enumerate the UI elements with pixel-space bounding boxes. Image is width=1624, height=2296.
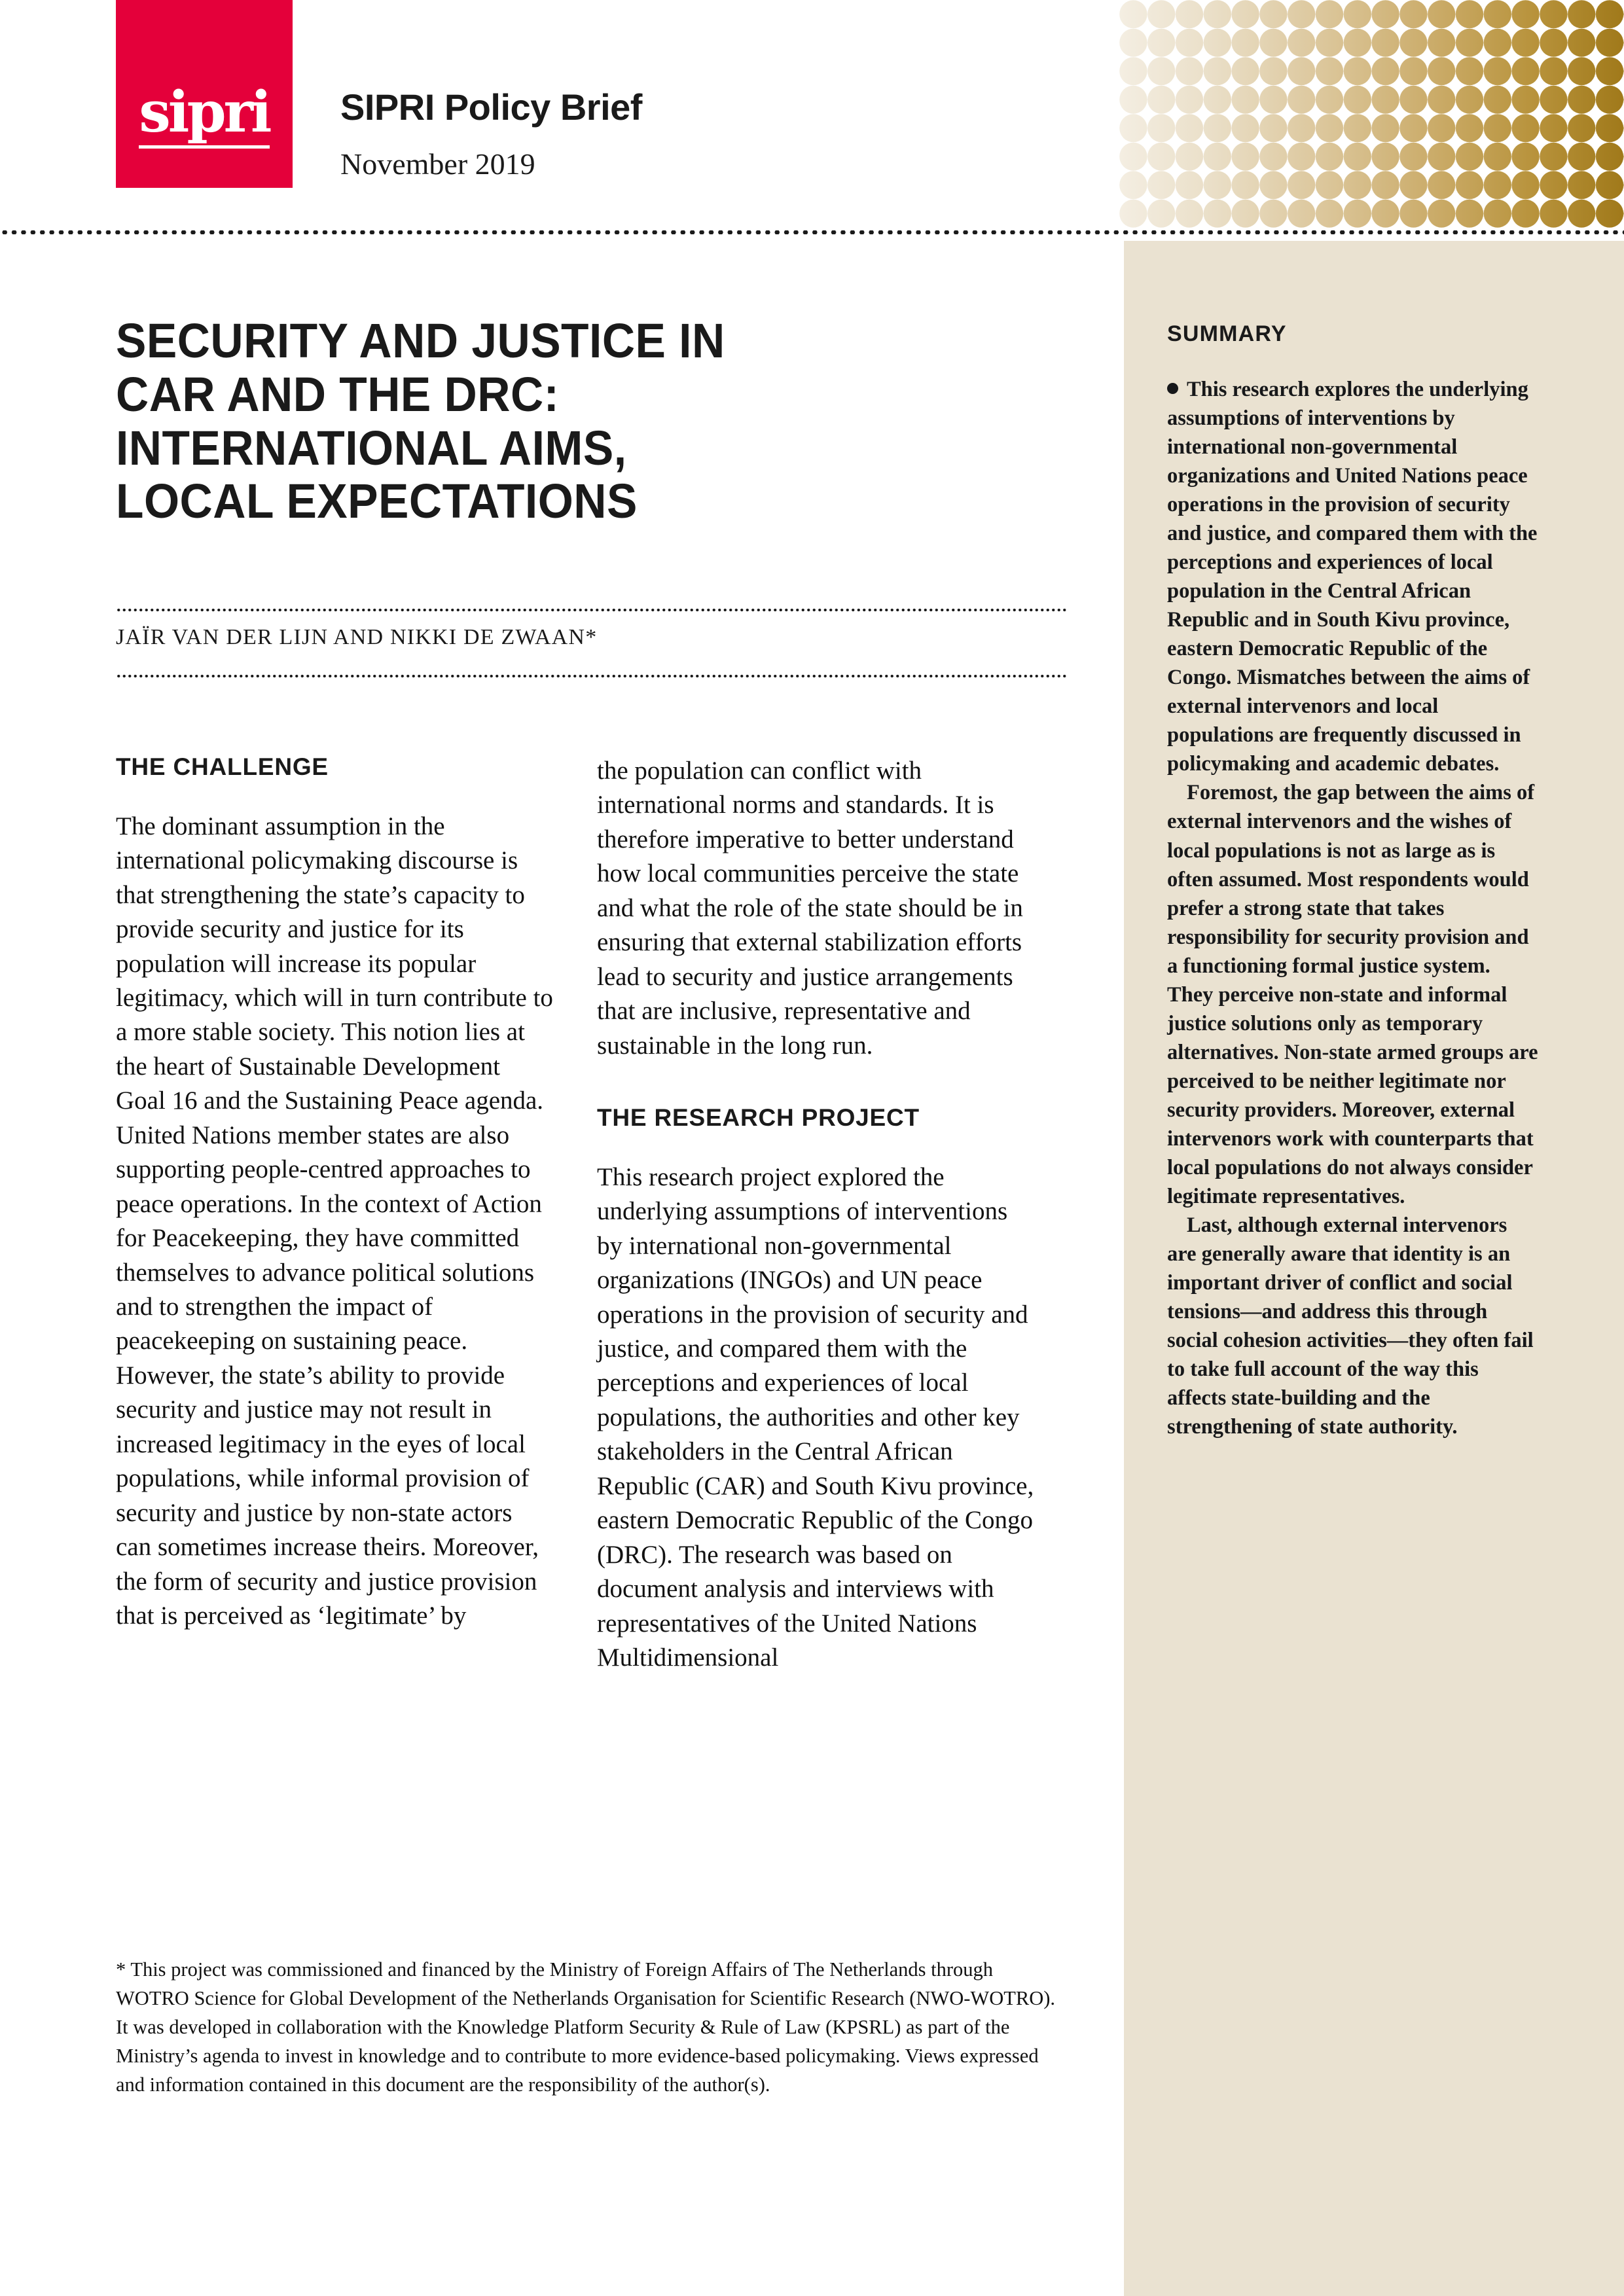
sipri-logo[interactable]	[116, 0, 293, 188]
dot-grid-decoration	[1119, 0, 1624, 228]
page-title-line-2: CAR AND THE DRC:	[116, 367, 560, 422]
summary-heading: SUMMARY	[1167, 321, 1287, 346]
authors-rule-top	[116, 609, 1067, 611]
page-title-line-3: INTERNATIONAL AIMS,	[116, 420, 627, 475]
masthead-divider-rule	[0, 230, 1624, 234]
authors-rule-bottom	[116, 675, 1067, 677]
page-title-line-4: LOCAL EXPECTATIONS	[116, 474, 638, 529]
footnote: * This project was commissioned and financed by the Ministry of Foreign Affairs of The Netherlands through WOTRO Science for Global Development of the Netherlands Organisation for Scientific Research (NWO-WOTRO). It was developed in collaboration with the Knowledge Platform Security & Rule of Law (KPSRL) as part of the Ministry’s agenda to invest in knowledge and to contribute to more evidence-based policymaking. Views expressed and information contained in this document are the responsibility of the author(s).	[116, 1958, 1056, 2096]
section-heading-the-research-project: THE RESEARCH PROJECT	[597, 1104, 920, 1132]
body-column-1	[116, 754, 553, 1634]
masthead	[0, 0, 1624, 233]
body-paragraph-challenge-continued: the population can conflict with international norms and standards. It is therefore imperative to better understand how local communities perceive the state and what the role of the state should be in ensuring that external stabilization efforts lead to security and justice arrangements that are inclusive, representative and sustainable in the long run.	[597, 757, 1023, 1060]
summary-sidebar	[1124, 241, 1624, 2296]
page-title	[116, 314, 1014, 528]
authors-byline: JAÏR VAN DER LIJN AND NIKKI DE ZWAAN*	[116, 625, 598, 649]
body-paragraph-challenge: The dominant assumption in the international policymaking discourse is that strengthening the state’s capacity to provide security and justice for its population will increase its popular legitimacy, which will in turn contribute to a more stable society. This notion lies at the heart of Sustainable Development Goal 16 and the Sustaining Peace agenda. United Nations member states are also supporting people-centred approaches to peace operations. In the context of Action for Peacekeeping, they have committed themselves to advance political solutions and to strengthen the impact of peacekeeping on sustaining peace. However, the state’s ability to provide security and justice may not result in increased legitimacy in the eyes of local populations, while informal provision of security and justice by non-state actors can sometimes increase theirs. Moreover, the form of security and justice provision that is perceived as ‘legitimate’ by	[116, 812, 553, 1630]
sipri-logo-wordmark: sipri	[139, 79, 270, 145]
brand-title: SIPRI Policy Brief	[340, 86, 642, 128]
summary-paragraph-1	[1167, 375, 1540, 778]
body-paragraph-research-project: This research project explored the underlying assumptions of interventions by international non-governmental organizations (INGOs) and UN peace operations in the provision of security and justice, and compared them with the perceptions and experiences of local populations, the authorities and other key stakeholders in the Central African Republic (CAR) and South Kivu province, eastern Democratic Republic of the Congo (DRC). The research was based on document analysis and interviews with representatives of the United Nations Multidimensional	[597, 1162, 1034, 1672]
summary-body	[1167, 375, 1540, 1441]
bullet-icon	[1167, 383, 1178, 394]
publication-date: November 2019	[340, 147, 535, 181]
sipri-logo-underline	[139, 145, 270, 149]
section-heading-the-challenge: THE CHALLENGE	[116, 753, 329, 780]
summary-paragraph-2: Foremost, the gap between the aims of external intervenors and the wishes of local populations is not as large as is often assumed. Most respondents would prefer a strong state that takes responsibility for security provision and a functioning formal justice system. They perceive non-state and informal justice solutions only as temporary alternatives. Non-state armed groups are perceived to be neither legitimate nor security providers. Moreover, external intervenors work with counterparts that local populations do not always consider legitimate representatives.	[1167, 781, 1538, 1208]
summary-paragraph-3: Last, although external intervenors are generally aware that identity is an important driver of conflict and social tensions—and address this through social cohesion activities—they often fail to take full account of the way this affects state-building and the strengthening of state authority.	[1167, 1213, 1534, 1439]
body-column-2	[597, 754, 1034, 1676]
summary-paragraph-1-text: This research explores the underlying assumptions of interventions by international non-governmental organizations and United Nations peace operations in the provision of security and justice, and compared them with the perceptions and experiences of local population in the Central African Republic and in South Kivu province, eastern Democratic Republic of the Congo. Mismatches between the aims of external intervenors and local populations are frequently discussed in policymaking and academic debates.	[1167, 378, 1538, 776]
page-title-line-1: SECURITY AND JUSTICE IN	[116, 314, 725, 368]
